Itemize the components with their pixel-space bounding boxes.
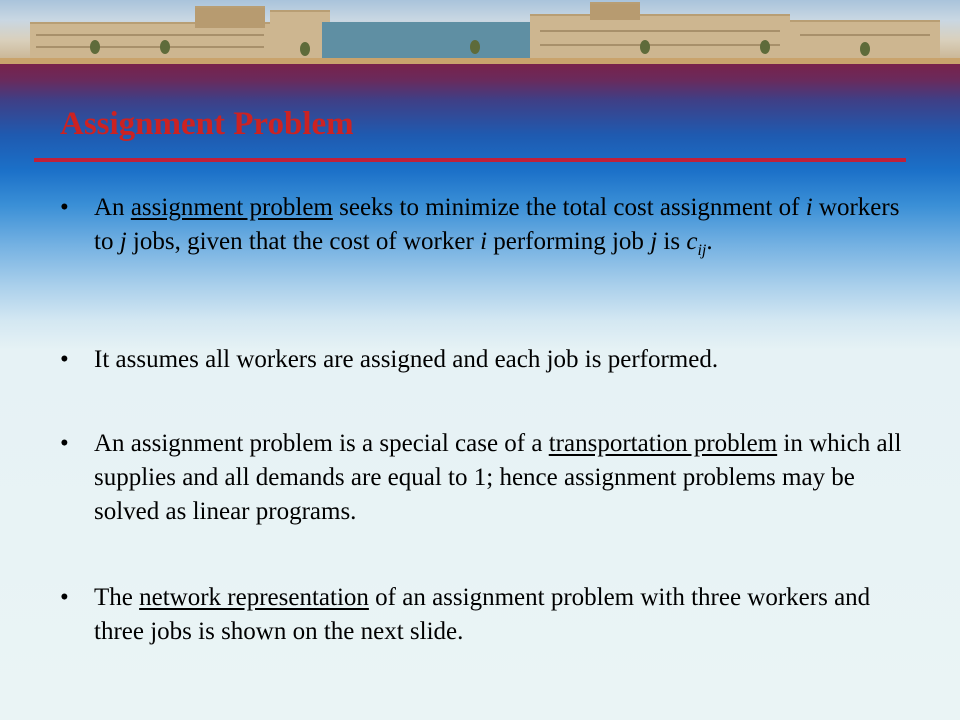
building-right xyxy=(530,14,790,64)
bullet-dot: • xyxy=(60,346,69,373)
building-glass-center xyxy=(322,22,532,62)
bullet-dot: • xyxy=(60,584,69,611)
bullet-dot: • xyxy=(60,430,69,457)
term-network-representation: network representation xyxy=(139,584,369,611)
term-transportation-problem: transportation problem xyxy=(548,430,778,457)
bullet-text: An assignment problem seeks to minimize the total cost assignment of i workers to j jobs, given that the cost of worker i performing job j is $c_{ij}$. xyxy=(94,194,900,259)
bullet-text: The network representation of an assignment problem with three workers and three jobs is shown on the next slide. xyxy=(94,584,871,645)
bullet-text: An assignment problem is a special case of a transportation problem in which all supplies and all demands are equal to 1; hence assignment problems may be solved as linear programs. xyxy=(94,430,902,525)
palm-tree xyxy=(760,40,770,54)
palm-tree xyxy=(860,42,870,56)
palm-tree xyxy=(160,40,170,54)
bullet-text: It assumes all workers are assigned and each job is performed. xyxy=(94,346,719,373)
ground xyxy=(0,58,960,64)
palm-tree xyxy=(640,40,650,54)
building-block xyxy=(270,10,330,64)
term-assignment-problem: assignment problem xyxy=(130,194,333,221)
window-row xyxy=(540,30,780,32)
palm-tree xyxy=(90,40,100,54)
window-row xyxy=(800,34,930,36)
building-tower-left xyxy=(195,6,265,28)
window-row xyxy=(540,44,780,46)
palm-tree xyxy=(300,42,310,56)
window-row xyxy=(36,46,264,48)
header-campus-photo xyxy=(0,0,960,64)
building-tower-right xyxy=(590,2,640,20)
bullet-dot: • xyxy=(60,194,69,221)
slide-title: Assignment Problem xyxy=(60,106,354,142)
window-row xyxy=(36,34,264,36)
palm-tree xyxy=(470,40,480,54)
title-divider xyxy=(34,158,906,162)
